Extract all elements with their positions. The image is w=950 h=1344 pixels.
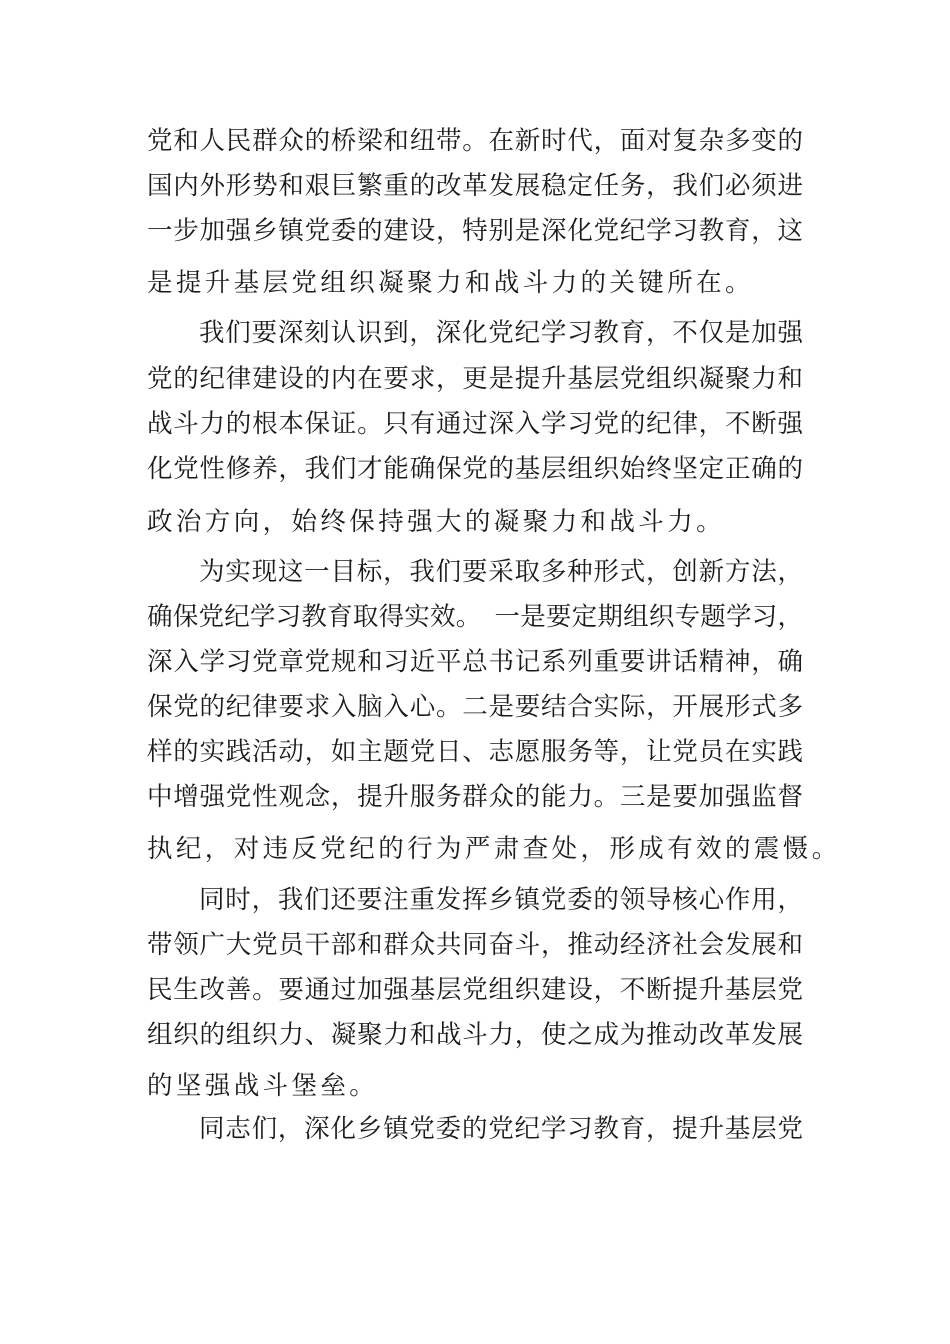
paragraph-2-line-1: 我们要深刻认识到，深化党纪学习教育，不仅是加强 xyxy=(199,318,803,348)
paragraph-2-line-4: 化党性修养，我们才能确保党的基层组织始终坚定正确的 xyxy=(147,454,803,484)
paragraph-3-line-5: 样的实践活动，如主题党日、志愿服务等，让党员在实践 xyxy=(147,737,803,767)
paragraph-3-line-4: 保党的纪律要求入脑入心。二是要结合实际，开展形式多 xyxy=(147,692,803,722)
paragraph-1-line-2: 国内外形势和艰巨繁重的改革发展稳定任务，我们必须进 xyxy=(147,171,803,201)
paragraph-1-line-3: 一步加强乡镇党委的建设，特别是深化党纪学习教育，这 xyxy=(147,216,803,246)
paragraph-3-line-1: 为实现这一目标，我们要采取多种形式，创新方法， xyxy=(199,557,803,587)
paragraph-3-line-7: 执纪，对违反党纪的行为严肃查处，形成有效的震慑。 xyxy=(147,834,841,864)
paragraph-4-line-5: 的坚强战斗堡垒。 xyxy=(147,1071,379,1101)
paragraph-3-line-2: 确保党纪学习教育取得实效。 一是要定期组织专题学习， xyxy=(147,602,803,632)
paragraph-2-line-3: 战斗力的根本保证。只有通过深入学习党的纪律，不断强 xyxy=(147,409,803,439)
paragraph-4-line-2: 带领广大党员干部和群众共同奋斗，推动经济社会发展和 xyxy=(147,930,803,960)
paragraph-4-line-4: 组织的组织力、凝聚力和战斗力，使之成为推动改革发展 xyxy=(147,1020,803,1050)
paragraph-1-line-4: 是提升基层党组织凝聚力和战斗力的关键所在。 xyxy=(147,268,754,298)
paragraph-2-line-2: 党的纪律建设的内在要求，更是提升基层党组织凝聚力和 xyxy=(147,364,803,394)
paragraph-3-line-3: 深入学习党章党规和习近平总书记系列重要讲话精神，确 xyxy=(147,647,803,677)
paragraph-2-line-5: 政治方向，始终保持强大的凝聚力和战斗力。 xyxy=(147,507,726,537)
paragraph-4-line-1: 同时，我们还要注重发挥乡镇党委的领导核心作用， xyxy=(199,885,803,915)
paragraph-5-line-1: 同志们，深化乡镇党委的党纪学习教育，提升基层党 xyxy=(199,1114,803,1144)
paragraph-1-line-1: 党和人民群众的桥梁和纽带。在新时代，面对复杂多变的 xyxy=(147,126,803,156)
paragraph-3-line-6: 中增强党性观念，提升服务群众的能力。三是要加强监督 xyxy=(147,782,803,812)
paragraph-4-line-3: 民生改善。要通过加强基层党组织建设，不断提升基层党 xyxy=(147,975,803,1005)
